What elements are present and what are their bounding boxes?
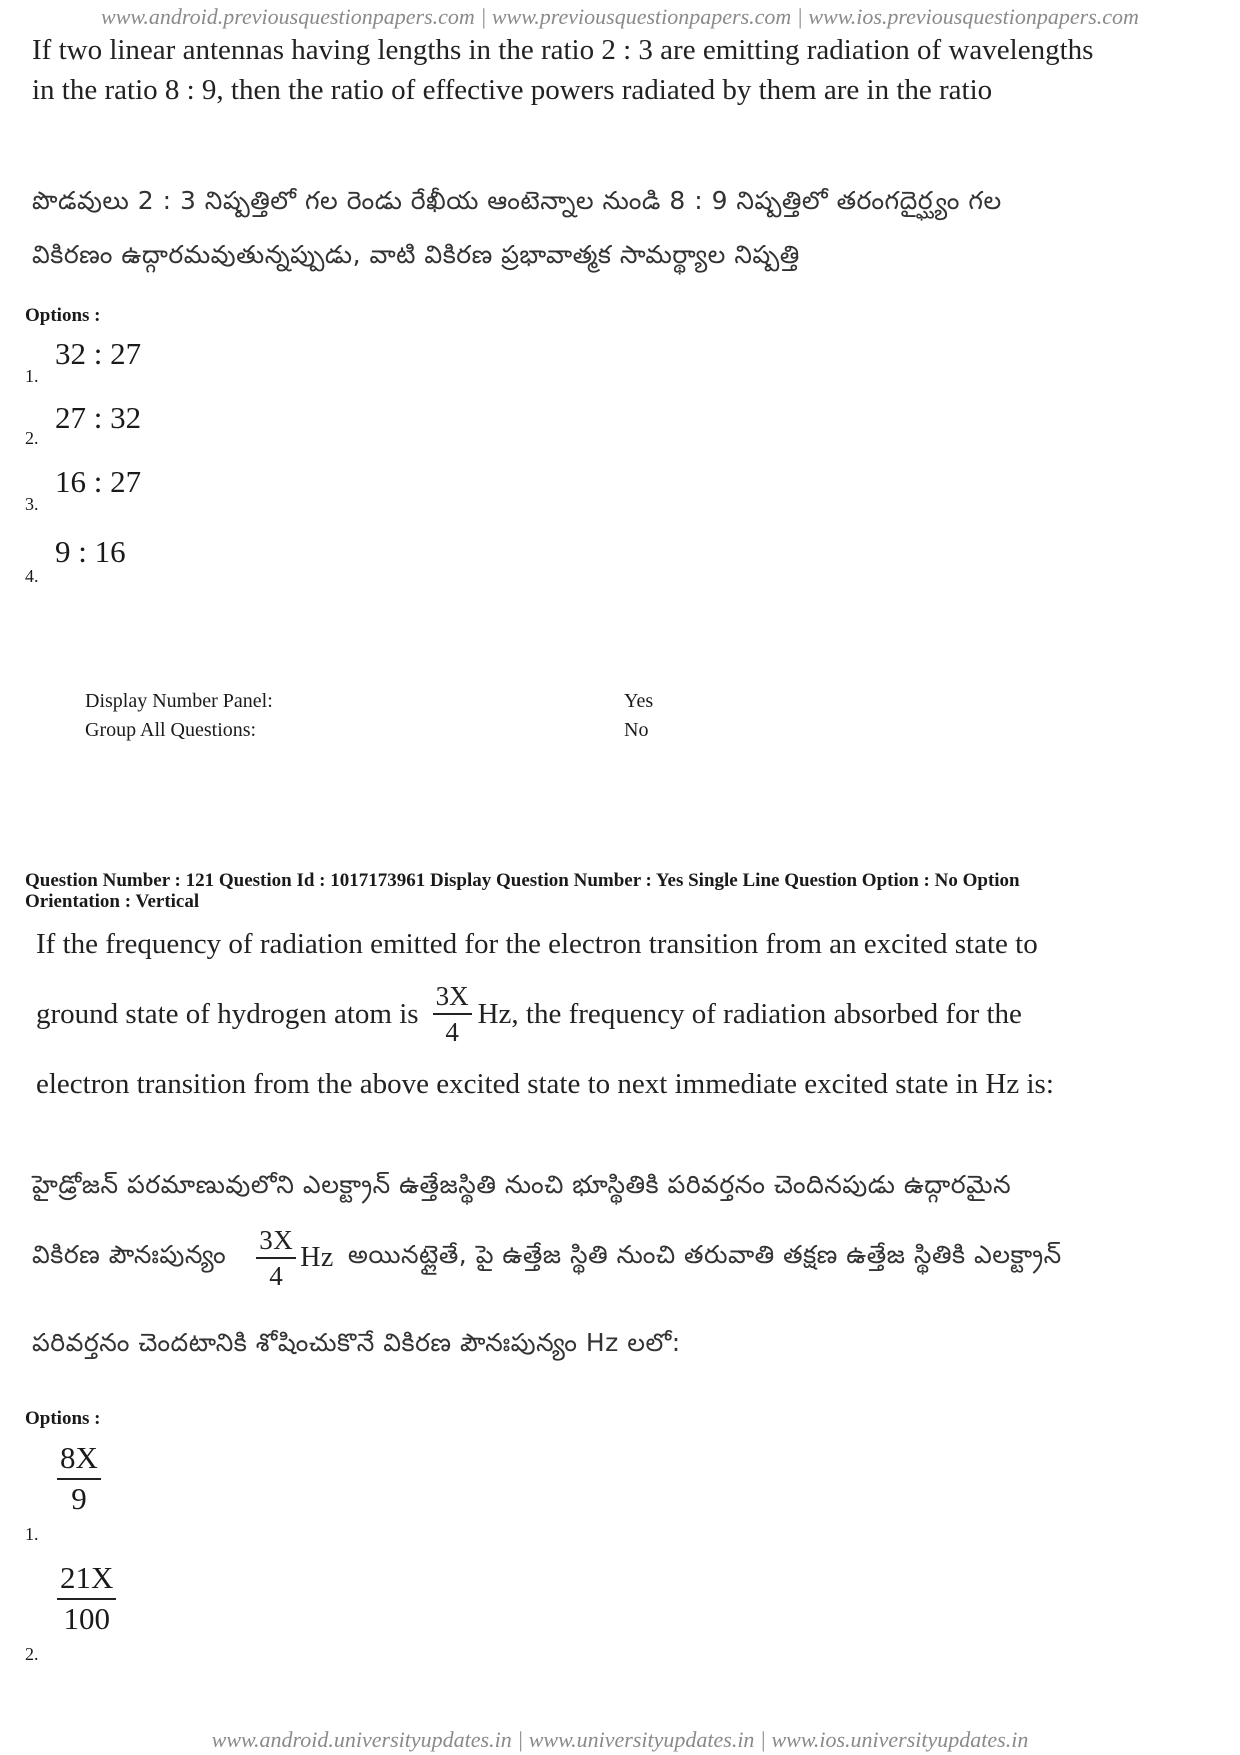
q2-fraction-numerator: 3X (433, 982, 472, 1015)
watermark-bottom: www.android.universityupdates.in | www.universityupdates.in | www.ios.universityupdates.in (211, 1727, 1029, 1752)
q1-english-text (32, 30, 1212, 110)
q2-hz: Hz (477, 998, 512, 1031)
option-number: 2. (25, 428, 39, 448)
q1-telugu-line: వికిరణం ఉద్గారమవుతున్నప్పుడు, వాటి వికిరణ ప్రభావాత్మక సామర్థ్యాల నిష్పత్తి (32, 240, 800, 269)
q2-english-pre: ground state of hydrogen atom is (36, 998, 419, 1031)
option-value: 27 : 32 (55, 400, 142, 435)
option-value: 32 : 27 (55, 336, 142, 371)
q1-options-label: Options : (25, 305, 101, 326)
q2-telugu-pre: వికిరణ పౌనఃపున్యం (32, 1240, 227, 1270)
q2-telugu-line-with-fraction (32, 1226, 1222, 1291)
q2-option-1[interactable] (25, 1442, 165, 1542)
q2-header (25, 870, 1225, 912)
group-all-questions-value: No (624, 719, 649, 741)
option-numerator: 21X (57, 1562, 116, 1600)
q1-telugu-text (32, 174, 1212, 282)
q1-english-line: If two linear antennas having lengths in the ratio 2 : 3 are emitting radiation of wavelengths (32, 34, 1094, 66)
q2-fraction (433, 982, 472, 1047)
q2-telugu-post: అయినట్లైతే, పై ఉత్తేజ స్థితి నుంచి తరువాతి తక్షణ ఉత్తేజ స్థితికి ఎలక్ట్రాన్ (347, 1240, 1062, 1270)
option-value: 9 : 16 (55, 534, 126, 569)
q2-telugu-fraction-numerator: 3X (256, 1226, 296, 1259)
option-value: 16 : 27 (55, 464, 142, 499)
q2-telugu-line: హైడ్రోజన్ పరమాణువులోని ఎలక్ట్రాన్ ఉత్తేజస్థితి నుంచి భూస్థితికి పరివర్తనం చెందినపుడు ఉద్గారమైన (32, 1170, 1012, 1199)
q2-header-line: Question Number : 121 Question Id : 1017173961 Display Question Number : Yes Single Line Question Option : No Option (25, 870, 1020, 891)
q2-english-post: , the frequency of radiation absorbed for the (511, 998, 1022, 1031)
q1-telugu-line: పొడవులు 2 : 3 నిష్పత్తిలో గల రెండు రేఖీయ ఆంటెన్నాల నుండి 8 : 9 నిష్పత్తిలో తరంగదైర్ఘ్యం గల (32, 186, 1002, 215)
watermark-top: www.android.previousquestionpapers.com | www.previousquestionpapers.com | www.ios.previousquestionpapers.com (101, 4, 1139, 29)
q2-option-2[interactable] (25, 1562, 165, 1662)
option-fraction (57, 1442, 101, 1515)
display-number-panel-value: Yes (624, 690, 654, 712)
q2-telugu-fraction (256, 1226, 296, 1291)
q2-header-line: Orientation : Vertical (25, 891, 200, 912)
option-number: 1. (25, 366, 39, 386)
option-fraction (57, 1562, 116, 1635)
q2-english-line: If the frequency of radiation emitted for the electron transition from an excited state to (36, 928, 1038, 960)
q2-english-line: electron transition from the above excited state to next immediate excited state in Hz is: (36, 1068, 1054, 1100)
q2-telugu-hz: Hz (300, 1242, 334, 1274)
q1-english-line: in the ratio 8 : 9, then the ratio of effective powers radiated by them are in the ratio (32, 74, 993, 106)
q2-options-label: Options : (25, 1408, 101, 1429)
q2-telugu-fraction-denominator: 4 (269, 1261, 284, 1292)
option-number: 2. (25, 1644, 39, 1664)
group-all-questions-label: Group All Questions: (85, 719, 257, 741)
q2-english-line-with-fraction (36, 982, 1216, 1047)
option-number: 3. (25, 494, 39, 514)
option-number: 1. (25, 1524, 39, 1544)
option-denominator: 100 (63, 1600, 110, 1636)
option-number: 4. (25, 566, 39, 586)
display-number-panel-label: Display Number Panel: (85, 690, 273, 712)
q2-fraction-denominator: 4 (445, 1017, 459, 1048)
option-numerator: 8X (57, 1442, 101, 1480)
option-denominator: 9 (71, 1480, 87, 1516)
q2-telugu-line: పరివర్తనం చెందటానికి శోషించుకొనే వికిరణ పౌనఃపున్యం Hz లలో: (32, 1328, 681, 1357)
